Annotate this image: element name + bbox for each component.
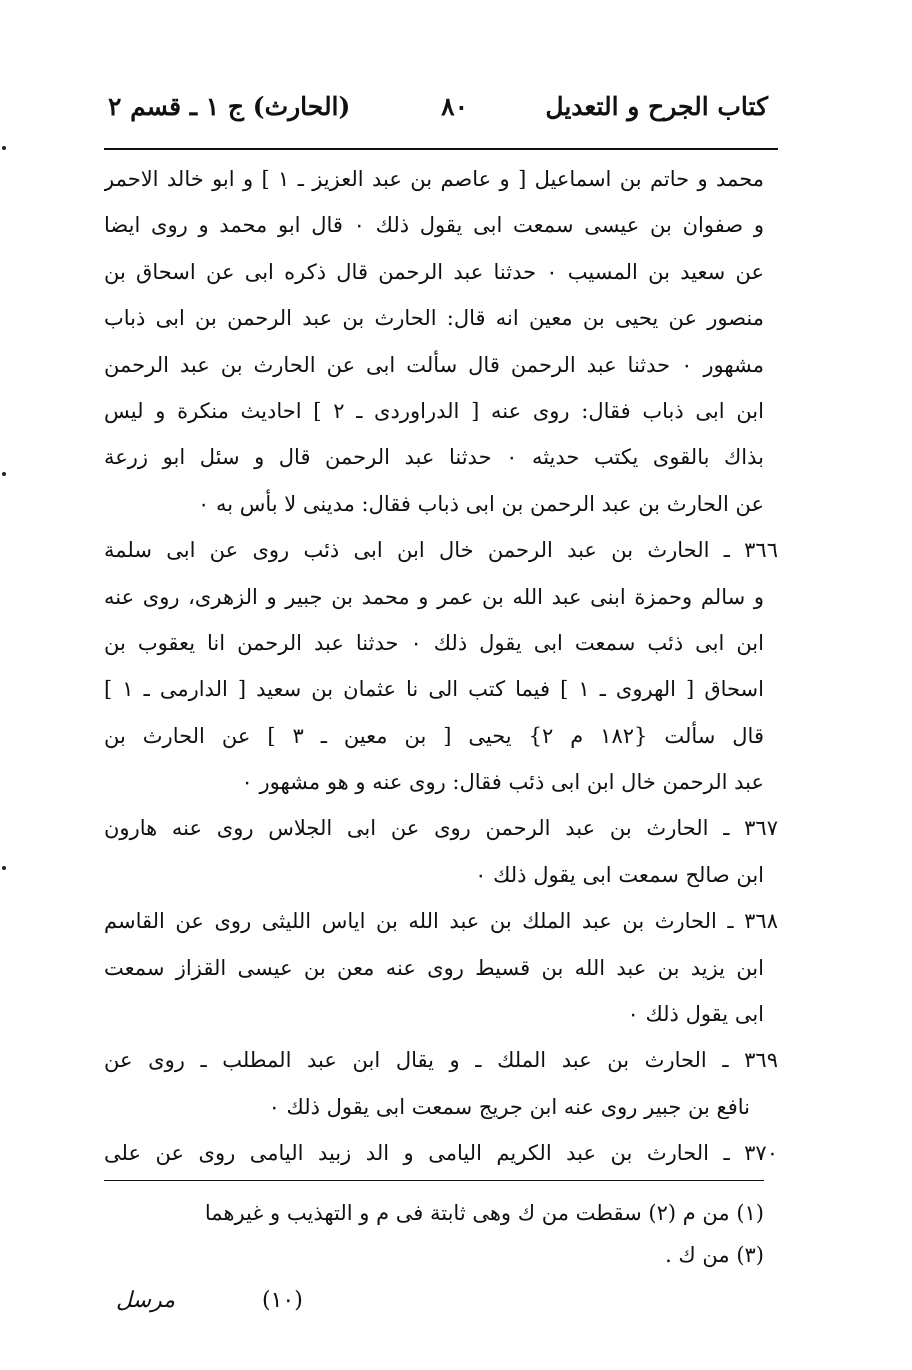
text-line: ابى يقول ذلك ٠ [627,1002,764,1027]
signature-number: (١٠) [262,1288,303,1313]
text-line: محمد و حاتم بن اسماعيل [ و عاصم بن عبد العزيز ـ ١ ] و ابو خالد الاحمر [104,167,764,191]
book-title: كتاب الجرح و التعديل [545,92,768,121]
main-text [104,156,778,1177]
text-line: و سالم وحمزة ابنى عبد الله بن عمر و محمد بن جبير و الزهرى، روى عنه [104,584,764,609]
entry-370-start: ٣٧٠ ـ الحارث بن عبد الكريم اليامى و الد زبيد اليامى روى عن على [104,1141,778,1166]
text-line: بذاك بالقوى يكتب حديثه ٠ حدثنا عبد الرحمن قال و سئل ابو زرعة [104,445,764,470]
page-number: ٨٠ [441,92,468,121]
text-line: ابن صالح سمعت ابى يقول ذلك ٠ [475,862,764,887]
text-line: عن سعيد بن المسيب ٠ حدثنا عبد الرحمن قال ذكره ابى عن اسحاق بن [104,259,764,284]
margin-speck [2,866,6,870]
footnote-line: (١) من م (٢) سقطت من ك وهى ثابتة فى م و التهذيب و غيرهما [204,1201,764,1225]
text-line: ابن ابى ذئب سمعت ابى يقول ذلك ٠ حدثنا عبد الرحمن انا يعقوب بن [104,630,764,655]
section-label: (الحارث) ج ١ ـ قسم ٢ [108,92,351,121]
text-line: منصور عن يحيى بن معين انه قال: الحارث بن عبد الرحمن بن ابى ذباب [104,306,764,331]
margin-speck [2,146,6,150]
text-line: نافع بن جبير روى عنه ابن جريج سمعت ابى يقول ذلك ٠ [268,1094,750,1119]
entry-369-start: ٣٦٩ ـ الحارث بن عبد الملك ـ و يقال ابن عبد المطلب ـ روى عن [104,1048,778,1073]
text-line: قال سألت {١٨٢ م ٢} يحيى [ بن معين ـ ٣ ] عن الحارث بن [104,723,764,748]
entry-366-start: ٣٦٦ ـ الحارث بن عبد الرحمن خال ابن ابى ذئب روى عن ابى سلمة [104,538,778,563]
text-line: عن الحارث بن عبد الرحمن بن ابى ذباب فقال: مدينى لا بأس به ٠ [197,491,764,516]
entry-367-start: ٣٦٧ ـ الحارث بن عبد الرحمن روى عن ابى الجلاس روى عنه هارون [104,816,778,841]
margin-speck [2,472,6,476]
signature-word: مرسل [116,1288,176,1313]
entry-368-start: ٣٦٨ ـ الحارث بن عبد الملك بن عبد الله بن اياس الليثى روى عن القاسم [104,909,778,934]
header-rule [104,148,778,150]
text-line: ابن يزيد بن عبد الله بن قسيط روى عنه معن بن عيسى القزاز سمعت [104,955,764,980]
text-line: ابن ابى ذباب فقال: روى عنه [ الدراوردى ـ ٢ ] احاديث منكرة و ليس [104,398,764,423]
footnote-rule [104,1180,764,1181]
text-line: عبد الرحمن خال ابن ابى ذئب فقال: روى عنه و هو مشهور ٠ [241,770,764,795]
text-line: مشهور ٠ حدثنا عبد الرحمن قال سألت ابى عن الحارث بن عبد الرحمن [104,352,764,377]
footnotes [104,1192,764,1276]
page-header [108,92,768,136]
footnote-line: (٣) من ك . [665,1243,764,1267]
text-line: اسحاق [ الهروى ـ ١ ] فيما كتب الى نا عثمان بن سعيد [ الدارمى ـ ١ ] [104,677,764,702]
text-line: و صفوان بن عيسى سمعت ابى يقول ذلك ٠ قال ابو محمد و روى ايضا [104,213,764,238]
